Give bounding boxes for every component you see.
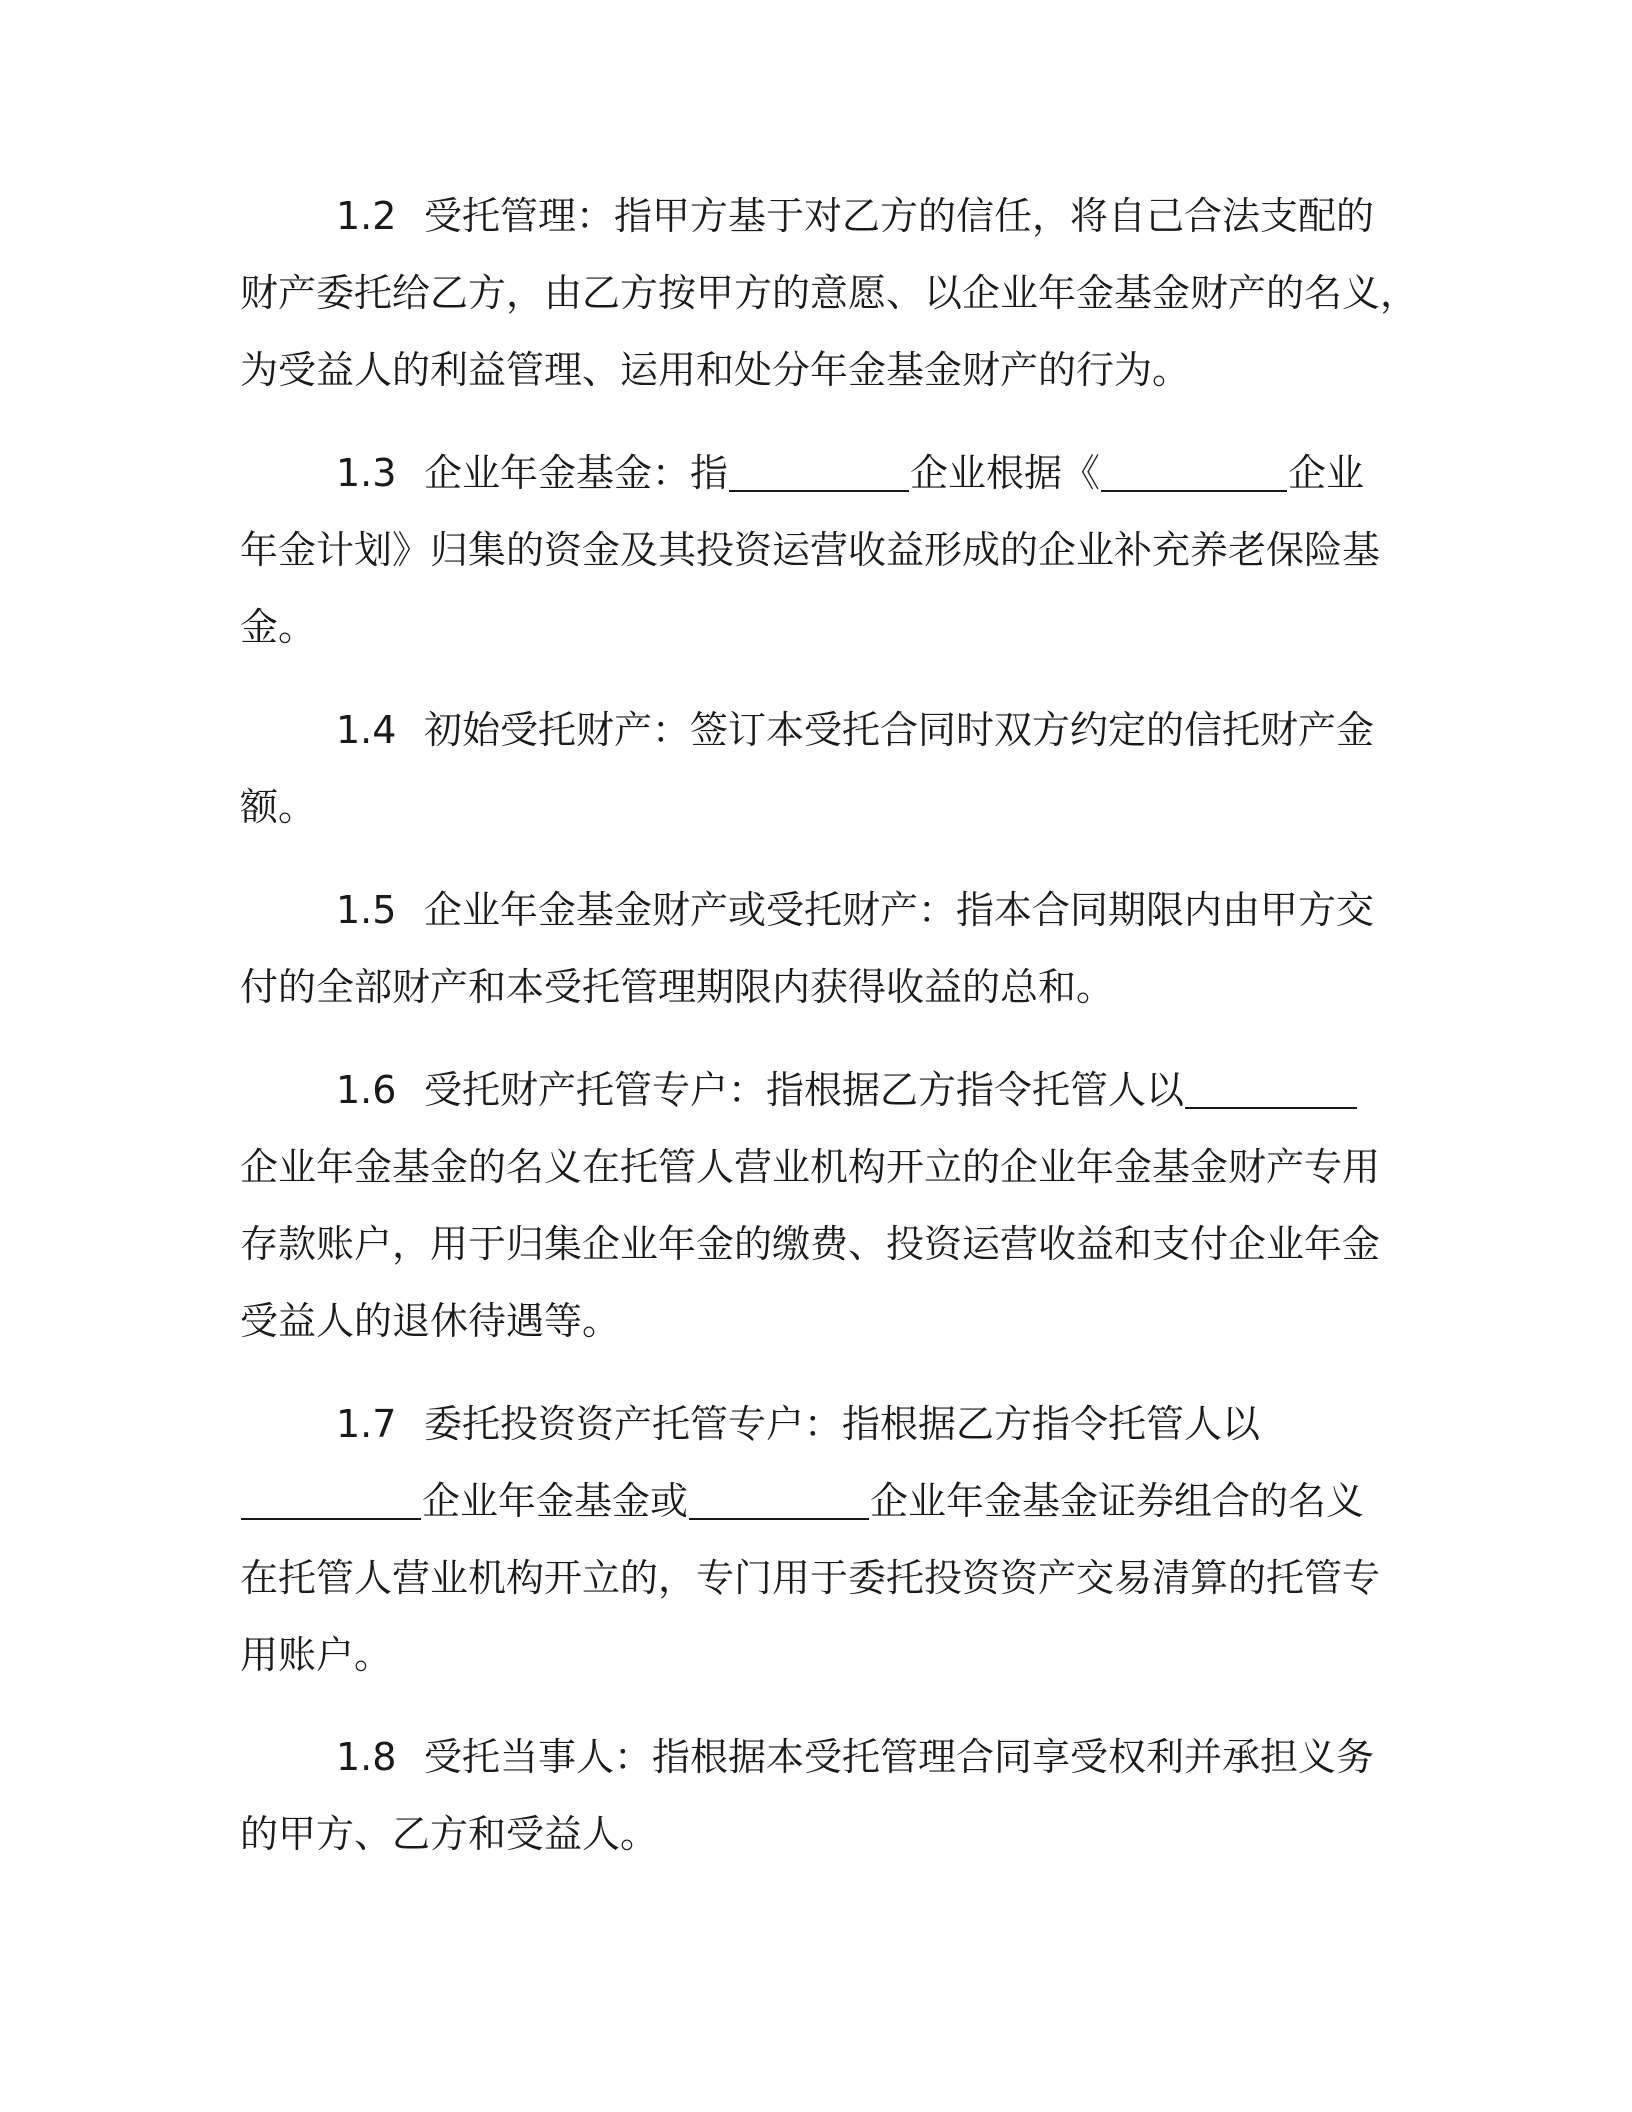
clause-text: 年金计划》归集的资金及其投资运营收益形成的企业补充养老保险基: [240, 528, 1381, 572]
clause-first-line: [240, 435, 1380, 512]
clause-text: 企业年金基金证券组合的名义: [870, 1479, 1365, 1523]
fill-in-blank[interactable]: [1185, 1075, 1357, 1109]
fill-in-blank[interactable]: [729, 458, 909, 492]
clause-text: 企业: [1288, 451, 1365, 495]
clause-text: 为受益人的利益管理、运用和处分年金基金财产的行为。: [240, 348, 1191, 392]
clause-first-line: [240, 1719, 1380, 1796]
clause-first-line: [240, 178, 1380, 255]
clause-text: 企业根据《: [910, 451, 1101, 495]
clause-text: 用账户。: [240, 1633, 393, 1677]
fill-in-blank[interactable]: [241, 1486, 421, 1520]
clause-number: 1.6: [336, 1068, 397, 1112]
clause-1-8: [240, 1719, 1380, 1873]
clause-first-line: [240, 1386, 1380, 1463]
clause-text: 受托当事人：指根据本受托管理合同享受权利并承担义务: [424, 1735, 1375, 1779]
clause-text: 受益人的退休待遇等。: [240, 1299, 621, 1343]
clause-text: 在托管人营业机构开立的，专门用于委托投资资产交易清算的托管专: [240, 1556, 1381, 1600]
clause-text: 企业年金基金或: [422, 1479, 689, 1523]
clause-text: 受托财产托管专户：指根据乙方指令托管人以: [424, 1068, 1185, 1112]
fill-in-blank[interactable]: [689, 1486, 869, 1520]
fill-in-blank[interactable]: [1101, 458, 1287, 492]
clause-number: 1.5: [336, 888, 397, 932]
clause-text: 初始受托财产：签订本受托合同时双方约定的信托财产金: [424, 708, 1375, 752]
clause-1-3: [240, 435, 1380, 666]
clause-number: 1.8: [336, 1735, 397, 1779]
clause-text: 财产委托给乙方，由乙方按甲方的意愿、以企业年金基金财产的名义，: [240, 271, 1419, 315]
clause-1-5: [240, 872, 1380, 1026]
clause-text: 金。: [240, 605, 317, 649]
clause-number: 1.3: [336, 451, 397, 495]
clause-1-7: [240, 1386, 1380, 1694]
clause-1-6: [240, 1052, 1380, 1360]
clause-text: 的甲方、乙方和受益人。: [240, 1812, 659, 1856]
clause-number: 1.7: [336, 1402, 397, 1446]
clause-text: 存款账户，用于归集企业年金的缴费、投资运营收益和支付企业年金: [240, 1222, 1381, 1266]
clause-text: 企业年金基金：指: [424, 451, 729, 495]
clause-text: 企业年金基金的名义在托管人营业机构开立的企业年金基金财产专用: [240, 1145, 1381, 1189]
clause-1-4: [240, 692, 1380, 846]
clause-first-line: [240, 1052, 1380, 1129]
clause-text: 付的全部财产和本受托管理期限内获得收益的总和。: [240, 965, 1115, 1009]
clause-text: 受托管理：指甲方基于对乙方的信任，将自己合法支配的: [424, 194, 1375, 238]
clause-number: 1.2: [336, 194, 397, 238]
clause-first-line: [240, 872, 1380, 949]
clause-number: 1.4: [336, 708, 397, 752]
clause-1-2: [240, 178, 1419, 409]
clause-text: 委托投资资产托管专户：指根据乙方指令托管人以: [424, 1402, 1261, 1446]
clause-first-line: [240, 692, 1380, 769]
clause-text: 企业年金基金财产或受托财产：指本合同期限内由甲方交: [424, 888, 1375, 932]
clause-text: 额。: [240, 785, 317, 829]
clause-blank-line: [240, 1463, 1380, 1540]
